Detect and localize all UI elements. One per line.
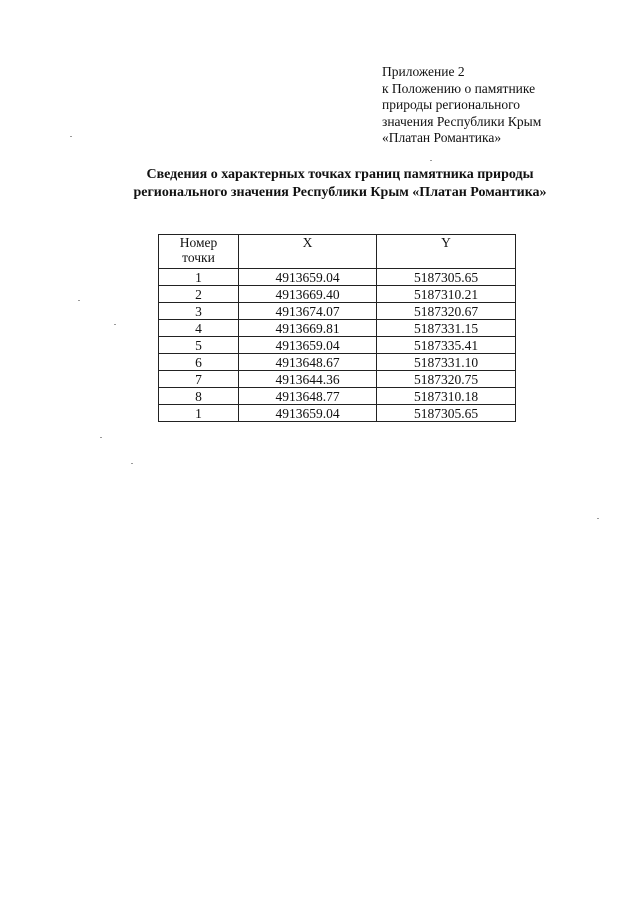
document-title — [60, 166, 620, 202]
point-y: 5187320.67 — [377, 303, 516, 320]
scan-speck — [430, 160, 432, 161]
point-x: 4913644.36 — [239, 371, 377, 388]
point-x: 4913648.67 — [239, 354, 377, 371]
scan-speck — [597, 518, 599, 519]
point-y: 5187331.15 — [377, 320, 516, 337]
table-row — [159, 371, 516, 388]
point-number: 5 — [159, 337, 239, 354]
point-number: 1 — [159, 405, 239, 422]
table-row — [159, 337, 516, 354]
point-y: 5187305.65 — [377, 269, 516, 286]
document-title-line: Сведения о характерных точках границ памятника природы — [146, 167, 534, 182]
table-body — [159, 269, 516, 422]
table-header — [159, 235, 516, 269]
point-x: 4913648.77 — [239, 388, 377, 405]
scan-speck — [78, 300, 80, 301]
table-row — [159, 286, 516, 303]
point-number: 8 — [159, 388, 239, 405]
point-x: 4913669.40 — [239, 286, 377, 303]
point-y: 5187310.18 — [377, 388, 516, 405]
point-x: 4913659.04 — [239, 269, 377, 286]
point-y: 5187310.21 — [377, 286, 516, 303]
scan-speck — [114, 324, 116, 325]
header-point-number-line2: точки — [182, 250, 215, 265]
point-number: 2 — [159, 286, 239, 303]
point-y: 5187335.41 — [377, 337, 516, 354]
appendix-line: к Положению о памятнике — [382, 80, 536, 96]
point-y: 5187320.75 — [377, 371, 516, 388]
point-number: 6 — [159, 354, 239, 371]
table-row — [159, 303, 516, 320]
point-y: 5187331.10 — [377, 354, 516, 371]
point-number: 4 — [159, 320, 239, 337]
scan-speck — [100, 437, 102, 438]
scan-speck — [70, 136, 72, 137]
appendix-line: природы регионального — [382, 97, 521, 112]
scan-speck — [131, 463, 133, 464]
appendix-note — [382, 64, 622, 147]
table-row — [159, 388, 516, 405]
boundary-points-table — [158, 234, 516, 422]
point-number: 7 — [159, 371, 239, 388]
point-x: 4913659.04 — [239, 337, 377, 354]
header-point-number-line1: Номер — [179, 235, 218, 250]
point-x: 4913669.81 — [239, 320, 377, 337]
point-number: 1 — [159, 269, 239, 286]
point-y: 5187305.65 — [377, 405, 516, 422]
header-point-number — [159, 235, 239, 269]
table-row — [159, 269, 516, 286]
appendix-line: Приложение 2 — [382, 64, 465, 79]
header-x: X — [239, 235, 377, 269]
point-x: 4913659.04 — [239, 405, 377, 422]
document-title-line: регионального значения Республики Крым «Платан Романтика» — [133, 185, 547, 200]
table-header-row — [159, 235, 516, 269]
header-y: Y — [377, 235, 516, 269]
point-number: 3 — [159, 303, 239, 320]
appendix-line: значения Республики Крым — [382, 113, 542, 129]
table-row — [159, 354, 516, 371]
point-x: 4913674.07 — [239, 303, 377, 320]
appendix-line: «Платан Романтика» — [382, 130, 502, 145]
table-row — [159, 320, 516, 337]
table-row — [159, 405, 516, 422]
